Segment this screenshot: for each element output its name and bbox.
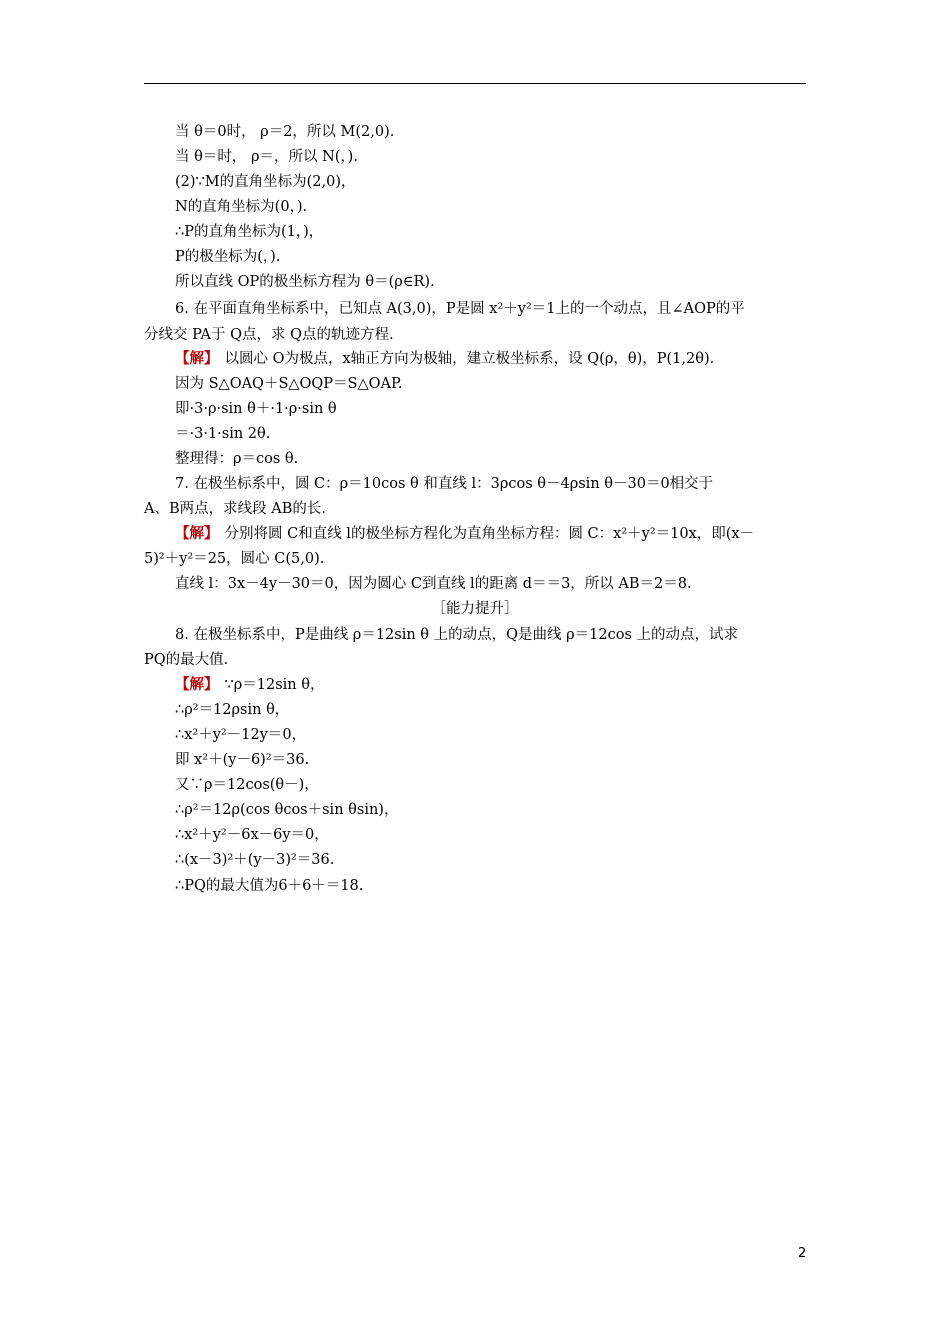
problem-6-line-1: 6. 在平面直角坐标系中，已知点 A(3,0)，P是圆 x²＋y²＝1上的一个动点，且∠AOP的平 [175, 301, 745, 317]
text-line: 当 θ＝0时， ρ＝2，所以 M(2,0). [175, 124, 395, 140]
text-line: N的直角坐标为(0，). [175, 199, 308, 215]
solution-line: 【解】 以圆心 O为极点，x轴正方向为极轴，建立极坐标系，设 Q(ρ，θ)，P(1,2θ). [175, 350, 715, 367]
text-line: ∴P的直角坐标为(1，)， [175, 224, 324, 240]
page-number: 2 [798, 1246, 807, 1261]
problem-8-line-2: PQ的最大值. [144, 652, 229, 668]
problem-7-line-1: 7. 在极坐标系中，圆 C：ρ＝10cos θ 和直线 l：3ρcos θ－4ρsin θ－30＝0相交于 [175, 476, 714, 492]
problem-8-line-1: 8. 在极坐标系中，P是曲线 ρ＝12sin θ 上的动点，Q是曲线 ρ＝12cos 上的动点，试求 [175, 627, 739, 643]
solution-line: 【解】 分别将圆 C和直线 l的极坐标方程化为直角坐标方程：圆 C：x²＋y²＝10x，即(x－ [175, 525, 755, 542]
text-line: ∴x²＋y²－12y＝0， [175, 727, 307, 743]
text-line: ∴(x－3)²＋(y－3)²＝36. [175, 852, 335, 868]
text-line: 整理得：ρ＝cos θ. [175, 451, 299, 467]
header-rule [144, 83, 806, 84]
text-line: 直线 l：3x－4y－30＝0，因为圆心 C到直线 l的距离 d＝＝3，所以 AB＝2＝8. [175, 576, 692, 592]
text-line: 又∵ρ＝12cos(θ－)， [175, 777, 319, 793]
text-line: ∴x²＋y²－6x－6y＝0， [175, 827, 329, 843]
text-line: 即 x²＋(y－6)²＝36. [175, 752, 310, 768]
text-line: 即·3·ρ·sin θ＋·1·ρ·sin θ [175, 401, 337, 417]
text-line: ＝·3·1·sin 2θ. [175, 426, 271, 442]
problem-7-line-2: A、B两点，求线段 AB的长. [144, 501, 326, 517]
text-line: (2)∵M的直角坐标为(2,0)， [175, 174, 356, 190]
text-line: ∴ρ²＝12ρsin θ， [175, 702, 290, 718]
text-line: ∴ρ²＝12ρ(cos θcos＋sin θsin)， [175, 802, 399, 818]
text-line: 5)²＋y²＝25，圆心 C(5,0). [144, 551, 325, 567]
solution-tag: 【解】 [175, 676, 219, 693]
text-line: 因为 S△OAQ＋S△OQP＝S△OAP. [175, 376, 403, 392]
text-line: P的极坐标为(，). [175, 249, 281, 265]
text-line: ∴PQ的最大值为6＋6＋＝18. [175, 878, 364, 894]
section-heading: ［能力提升］ [431, 601, 519, 617]
solution-tag: 【解】 [175, 525, 219, 542]
text-line: 所以直线 OP的极坐标方程为 θ＝(ρ∈R). [175, 274, 435, 290]
text-line: 当 θ＝时， ρ＝，所以 N(，). [175, 149, 358, 165]
solution-tag: 【解】 [175, 350, 219, 367]
problem-6-line-2: 分线交 PA于 Q点，求 Q点的轨迹方程. [144, 327, 394, 343]
solution-line: 【解】 ∵ρ＝12sin θ， [175, 676, 325, 693]
